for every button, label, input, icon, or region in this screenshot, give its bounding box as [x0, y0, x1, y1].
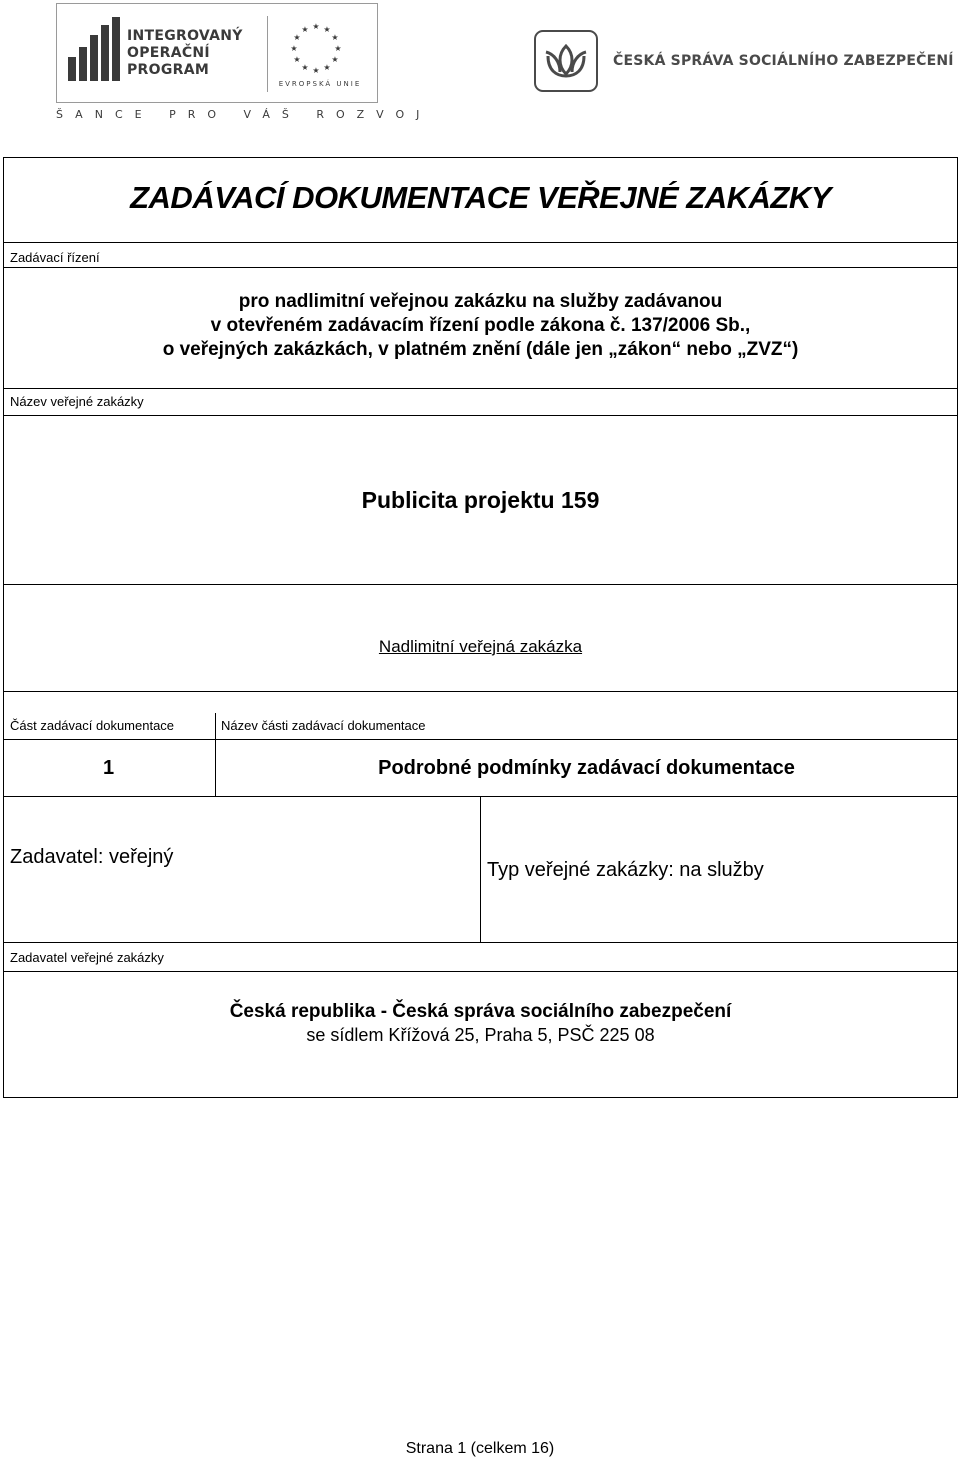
agency-name: ČESKÁ SPRÁVA SOCIÁLNÍHO ZABEZPEČENÍ: [613, 53, 954, 69]
iop-logo-line: INTEGROVANÝ: [127, 28, 243, 44]
row-divider: [4, 415, 957, 416]
svg-text:★: ★: [290, 44, 298, 53]
iop-logo-line: OPERAČNÍ: [127, 45, 210, 61]
eu-label: EVROPSKÁ UNIE: [278, 80, 362, 88]
part-label: Část zadávací dokumentace: [10, 718, 175, 733]
column-divider: [215, 713, 216, 796]
svg-text:★: ★: [323, 25, 331, 34]
svg-text:★: ★: [323, 63, 331, 72]
part-name-label: Název části zadávací dokumentace: [221, 718, 426, 733]
contract-name: Publicita projektu 159: [361, 487, 600, 513]
contractor-type: Zadavatel: veřejný: [10, 846, 174, 868]
iop-logo-line: PROGRAM: [127, 62, 210, 78]
contractor-label: Zadavatel veřejné zakázky: [10, 950, 164, 965]
logo-divider: [267, 16, 268, 92]
contract-type: Nadlimitní veřejná zakázka: [378, 637, 583, 656]
procedure-label: Zadávací řízení: [10, 250, 100, 265]
svg-text:★: ★: [301, 63, 309, 72]
document-title: ZADÁVACÍ DOKUMENTACE VEŘEJNÉ ZAKÁZKY: [130, 180, 831, 215]
procedure-line: pro nadlimitní veřejnou zakázku na služby zadávanou: [238, 291, 723, 312]
row-divider: [4, 242, 957, 243]
page-number: Strana 1 (celkem 16): [405, 1440, 555, 1457]
iop-logo-text: [127, 28, 243, 79]
contractor-address: se sídlem Křížová 25, Praha 5, PSČ 225 08: [306, 1025, 655, 1045]
cssz-logo-icon: [534, 30, 598, 92]
procedure-description: [3, 290, 958, 362]
column-divider: [480, 796, 481, 942]
iop-bars-icon: [68, 17, 120, 81]
row-divider: [4, 971, 957, 972]
svg-text:★: ★: [331, 55, 339, 64]
row-divider: [4, 267, 957, 268]
contract-name-label: Název veřejné zakázky: [10, 394, 144, 409]
program-slogan: ŠANCE PRO VÁŠ ROZVOJ: [56, 108, 432, 121]
row-divider: [4, 388, 957, 389]
row-divider: [4, 942, 957, 943]
contract-kind: Typ veřejné zakázky: na služby: [487, 859, 764, 881]
svg-text:★: ★: [293, 33, 301, 42]
contractor-name: Česká republika - Česká správa sociálního zabezpečení: [229, 1001, 732, 1022]
svg-text:★: ★: [312, 66, 320, 75]
row-divider: [4, 739, 957, 740]
part-name: Podrobné podmínky zadávací dokumentace: [378, 757, 795, 779]
part-number: 1: [102, 757, 115, 779]
row-divider: [4, 584, 957, 585]
svg-text:★: ★: [293, 55, 301, 64]
svg-text:★: ★: [331, 33, 339, 42]
eu-stars-icon: [285, 20, 347, 76]
svg-text:★: ★: [301, 25, 309, 34]
svg-text:★: ★: [334, 44, 342, 53]
procedure-line: v otevřeném zadávacím řízení podle zákona č. 137/2006 Sb.,: [210, 315, 751, 336]
row-divider: [4, 691, 957, 692]
svg-text:★: ★: [312, 22, 320, 31]
procedure-line: o veřejných zakázkách, v platném znění (dále jen „zákon“ nebo „ZVZ“): [162, 339, 799, 360]
